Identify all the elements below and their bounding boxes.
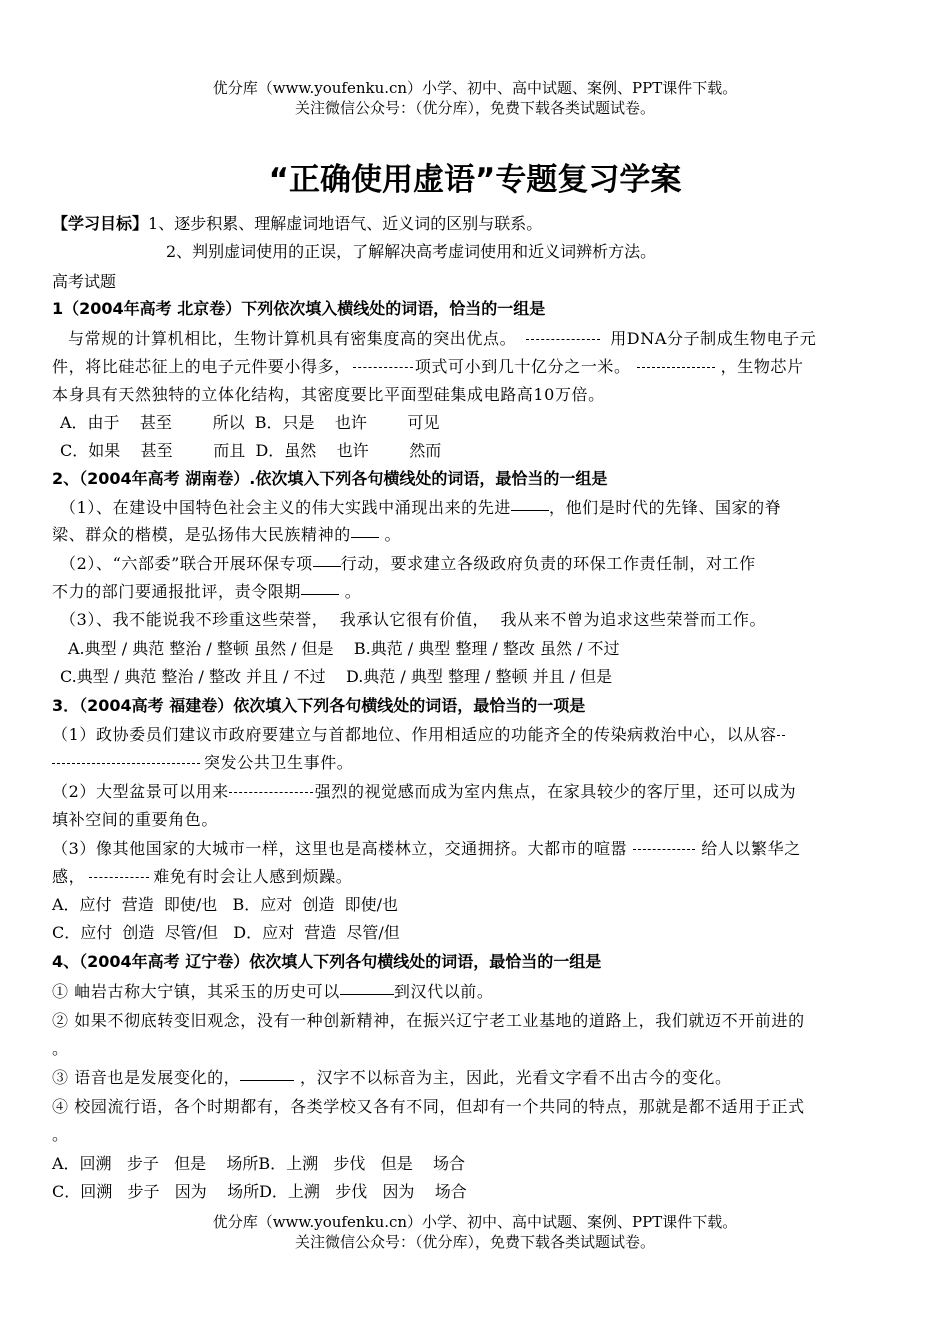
objectives-label: 【学习目标】 bbox=[52, 214, 149, 233]
blank bbox=[777, 734, 785, 736]
blank bbox=[511, 509, 549, 511]
q1-text-1b: 用DNA分子制成生物电子元 bbox=[610, 329, 817, 348]
question-1-heading: 1（2004年高考 北京卷）下列依次填入横线处的词语，恰当的一组是 bbox=[52, 299, 546, 318]
question-2-sentence-2 bbox=[60, 552, 930, 576]
objectives-line-1 bbox=[52, 212, 930, 236]
question-4-sentence-2: ② 如果不彻底转变旧观念，没有一种创新精神，在振兴辽宁老工业基地的道路上，我们就迈不开前进的 bbox=[52, 1011, 805, 1030]
q2-text: 。 bbox=[378, 525, 402, 544]
question-4-sentence-4: ④ 校园流行语，各个时期都有，各类学校又各有不同，但却有一个共同的特点，那就是都不适用于正式 bbox=[52, 1097, 805, 1116]
question-3-options-cd: C．应付 创造 尽管/但 D．应对 营造 尽管/但 bbox=[52, 923, 400, 942]
footer-line-2: 关注微信公众号：（优分库），免费下载各类试题试卷。 bbox=[294, 1233, 655, 1251]
question-4-sentence-3 bbox=[52, 1066, 930, 1090]
blank bbox=[353, 366, 413, 368]
page-title: “正确使用虚语”专题复习学案 bbox=[268, 162, 682, 198]
q2-text: ，他们是时代的先锋、国家的脊 bbox=[548, 498, 782, 517]
objective-1: 1、逐步积累、理解虚词地语气、近义词的区别与联系。 bbox=[148, 214, 543, 233]
header-line-1: 优分库（www.youfenku.cn）小学、初中、高中试题、案例、PPT课件下载。 bbox=[212, 79, 738, 97]
q2-text: 行动，要求建立各级政府负责的环保工作责任制，对工作 bbox=[340, 554, 756, 573]
blank bbox=[89, 876, 149, 878]
section-heading: 高考试题 bbox=[52, 272, 117, 291]
question-4-heading: 4、（2004年高考 辽宁卷）依次填人下列各句横线处的词语，最恰当的一组是 bbox=[52, 952, 602, 971]
question-2-sentence-1-cont bbox=[52, 523, 930, 547]
q3-text: 强烈的视觉感而成为室内焦点，在家具较少的客厅里，还可以成为 bbox=[314, 782, 797, 801]
header-line-2: 关注微信公众号：（优分库），免费下载各类试题试卷。 bbox=[294, 99, 655, 117]
question-1-options-cd: C．如果 甚至 而且 D．虽然 也许 然而 bbox=[60, 441, 442, 460]
blank bbox=[229, 791, 313, 793]
q1-text-1a: 与常规的计算机相比，生物计算机具有密集度高的突出优点。 bbox=[68, 329, 517, 348]
question-1-line-2 bbox=[52, 355, 930, 379]
q4-text: ③ 语音也是发展变化的， bbox=[52, 1068, 241, 1087]
question-4-sentence-2-end: 。 bbox=[52, 1039, 69, 1058]
q2-text: （2）、“六部委”联合开展环保专项 bbox=[60, 554, 313, 573]
question-4-sentence-4-end: 。 bbox=[52, 1125, 69, 1144]
q1-text-2a: 件，将比硅芯征上的电子元件要小得多， bbox=[52, 357, 351, 376]
q2-text: 不力的部门要通报批评，责令限期 bbox=[52, 582, 302, 601]
q1-text-2b: 项式可小到几十亿分之一米。 bbox=[414, 357, 631, 376]
question-2-options-cd: C.典型 / 典范 整治 / 整改 并且 / 不过 D.典范 / 典型 整理 / 整顿 并且 / 但是 bbox=[60, 667, 613, 686]
question-3-sentence-3 bbox=[52, 837, 930, 861]
q3-text: 感， bbox=[52, 867, 86, 886]
blank bbox=[301, 593, 339, 595]
blank bbox=[351, 536, 379, 538]
blank bbox=[526, 338, 600, 340]
q3-text: （1）政协委员们建议市政府要建立与首都地位、作用相适应的功能齐全的传染病救治中心，以从容 bbox=[52, 725, 777, 744]
question-2-sentence-1 bbox=[60, 496, 930, 520]
objective-2: 2、判别虚词使用的正误，了解解决高考虚词使用和近义词辨析方法。 bbox=[166, 242, 657, 261]
question-3-sentence-1 bbox=[52, 723, 930, 747]
q3-text: （3）像其他国家的大城市一样，这里也是高楼林立，交通拥挤。大都市的喧嚣 bbox=[52, 839, 628, 858]
blank bbox=[633, 848, 695, 850]
question-3-options-ab: A．应付 营造 即使/也 B．应对 创造 即使/也 bbox=[52, 895, 399, 914]
question-4-options-ab: A．回溯 步子 但是 场所B．上溯 步伐 但是 场合 bbox=[52, 1154, 466, 1173]
q3-text: 突发公共卫生事件。 bbox=[204, 753, 354, 772]
q4-text: ① 岫岩古称大宁镇，其采玉的历史可以 bbox=[52, 982, 340, 1001]
question-3-sentence-1-cont bbox=[52, 751, 930, 775]
footer-line-1: 优分库（www.youfenku.cn）小学、初中、高中试题、案例、PPT课件下载。 bbox=[212, 1213, 738, 1231]
q2-text: 。 bbox=[339, 582, 362, 601]
question-4-sentence-1 bbox=[52, 980, 930, 1004]
question-2-options-ab: A.典型 / 典范 整治 / 整顿 虽然 / 但是 B.典范 / 典型 整理 / 整改 虽然 / 不过 bbox=[68, 639, 620, 658]
blank bbox=[240, 1079, 294, 1081]
question-3-sentence-2-cont: 填补空间的重要角色。 bbox=[52, 810, 219, 829]
question-1-line-1 bbox=[68, 327, 930, 351]
question-2-sentence-2-cont bbox=[52, 580, 930, 604]
blank bbox=[52, 762, 200, 764]
q4-text: 到汉代以前。 bbox=[393, 982, 494, 1001]
question-2-sentence-3: （3）、我不能说我不珍重这些荣誉， 我承认它很有价值， 我从来不曾为追求这些荣誉而工作。 bbox=[60, 610, 767, 629]
blank bbox=[313, 565, 341, 567]
q2-text: （1）、在建设中国特色社会主义的伟大实践中涌现出来的先进 bbox=[60, 498, 511, 517]
question-3-heading: 3．（2004高考 福建卷）依次填入下列各句横线处的词语，最恰当的一项是 bbox=[52, 696, 586, 715]
question-2-heading: 2、（2004年高考 湖南卷）.依次填入下列各句横线处的词语，最恰当的一组是 bbox=[52, 469, 608, 488]
question-3-sentence-3-cont bbox=[52, 865, 930, 889]
question-4-options-cd: C．回溯 步子 因为 场所D．上溯 步伐 因为 场合 bbox=[52, 1182, 467, 1201]
q3-text: （2）大型盆景可以用来 bbox=[52, 782, 229, 801]
q3-text: 难免有时会让人感到烦躁。 bbox=[153, 867, 353, 886]
blank bbox=[340, 993, 394, 995]
question-1-options-ab: A．由于 甚至 所以 B．只是 也许 可见 bbox=[60, 413, 440, 432]
blank bbox=[637, 366, 715, 368]
question-1-line-3: 本身具有天然独特的立体化结构，其密度要比平面型硅集成电路高10万倍。 bbox=[52, 385, 605, 404]
q3-text: 给人以繁华之 bbox=[701, 839, 801, 858]
question-3-sentence-2 bbox=[52, 780, 930, 804]
q1-text-2c: ，生物芯片 bbox=[720, 357, 804, 376]
q2-text: 梁、群众的楷模，是弘扬伟大民族精神的 bbox=[52, 525, 351, 544]
q4-text: ，汉字不以标音为主，因此，光看文字看不出古今的变化。 bbox=[294, 1068, 732, 1087]
